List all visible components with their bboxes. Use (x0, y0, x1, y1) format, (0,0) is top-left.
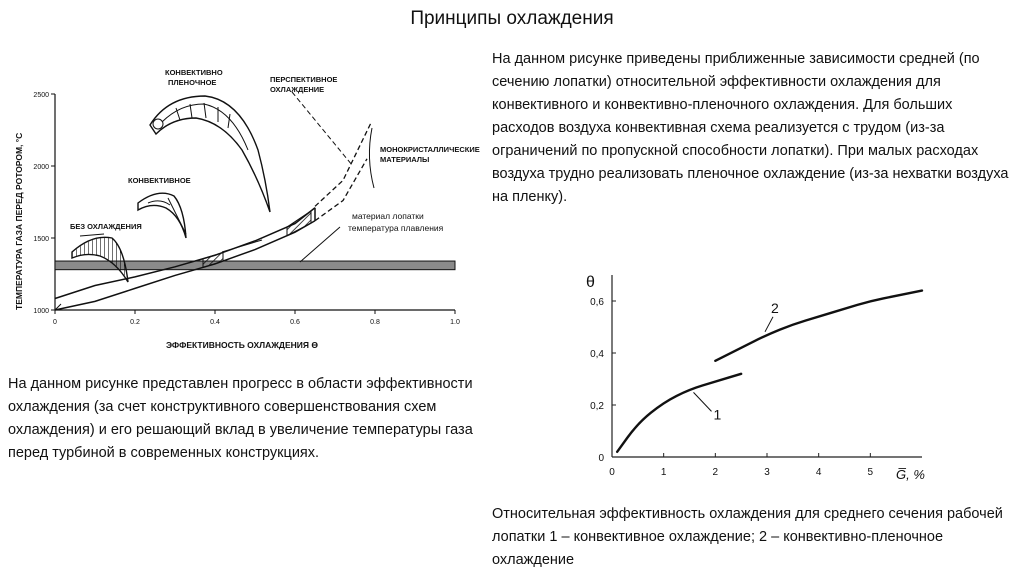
c1-x-tick-label: 0.6 (290, 319, 300, 326)
label-single-crystal-2: МАТЕРИАЛЫ (380, 155, 430, 164)
label-blade-material: материал лопатки (352, 211, 424, 221)
label-film-convective-2: ПЛЕНОЧНОЕ (168, 78, 217, 87)
c2-series-label-1: 1 (713, 406, 722, 423)
c2-xlabel: G̅, % (896, 467, 925, 482)
text-bottom-left: На данном рисунке представлен прогресс в области эффективности охлаждения (за счет конструктивного совершенствования схем охлаждения) и его решающий вклад в увеличение температуры газа перед турбиной в современных конструкциях. (8, 376, 473, 461)
caption-right: Относительная эффективность охлаждения для среднего сечения рабочей лопатки 1 – конвективное охлаждение; 2 – конвективно-пленочное охлаждение (492, 506, 1003, 568)
label-no-cooling: БЕЗ ОХЛАЖДЕНИЯ (70, 222, 142, 231)
c2-y-tick-label: 0 (598, 453, 604, 464)
c1-x-tick-label: 1.0 (450, 319, 460, 326)
label-advanced-cooling-1: ПЕРСПЕКТИВНОЕ (270, 75, 338, 84)
c1-y-tick-label: 2500 (33, 92, 49, 99)
label-melting-temp: температура плавления (348, 223, 444, 233)
c2-ylabel: θ (586, 274, 595, 291)
c2-series-label-2: 2 (771, 299, 779, 316)
c2-x-tick-label: 5 (867, 467, 874, 478)
c1-x-tick-label: 0 (53, 319, 57, 326)
c2-y-tick-label: 0,2 (590, 401, 604, 412)
c2-series-line-1 (617, 374, 741, 452)
c2-x-tick-label: 1 (660, 467, 667, 478)
c1-y-tick-label: 1500 (33, 236, 49, 243)
label-film-convective-1: КОНВЕКТИВНО (165, 68, 223, 77)
slide-title: Принципы охлаждения (410, 8, 614, 29)
c1-ylabel: ТЕМПЕРАТУРА ГАЗА ПЕРЕД РОТОРОМ, °C (14, 132, 24, 310)
c1-xlabel: ЭФФЕКТИВНОСТЬ ОХЛАЖДЕНИЯ ϴ (166, 340, 318, 350)
label-convective: КОНВЕКТИВНОЕ (128, 176, 191, 185)
c1-x-tick-label: 0.8 (370, 319, 380, 326)
c2-y-tick-label: 0,6 (590, 297, 604, 308)
c2-label-leader-1 (694, 392, 712, 411)
c2-x-tick-label: 0 (609, 467, 615, 478)
c2-x-tick-label: 4 (815, 467, 822, 478)
c1-y-tick-label: 2000 (33, 164, 49, 171)
c1-x-tick-label: 0.2 (130, 319, 140, 326)
text-top-right: На данном рисунке приведены приближенные зависимости средней (по сечению лопатки) относительной эффективности охлаждения для конвективного и конвективно-пленочного охлаждения. Для больших расходов воздуха конвективная схема реализуется с трудом (из-за ограничений по пропускной способности лопатки). При малых расходах воздуха трудно реализовать пленочное охлаждение (из-за нехватки воздуха на пленку). (492, 51, 1009, 205)
label-single-crystal-1: МОНОКРИСТАЛЛИЧЕСКИЕ (380, 145, 480, 154)
label-advanced-cooling-2: ОХЛАЖДЕНИЕ (270, 85, 325, 94)
c2-x-tick-label: 2 (712, 467, 719, 478)
c1-y-tick-label: 1000 (33, 308, 49, 315)
c1-x-tick-label: 0.4 (210, 319, 220, 326)
c2-series-line-2 (715, 291, 922, 361)
c2-x-tick-label: 3 (764, 467, 770, 478)
c2-label-leader-2 (765, 317, 773, 332)
c2-y-tick-label: 0,4 (590, 349, 604, 360)
